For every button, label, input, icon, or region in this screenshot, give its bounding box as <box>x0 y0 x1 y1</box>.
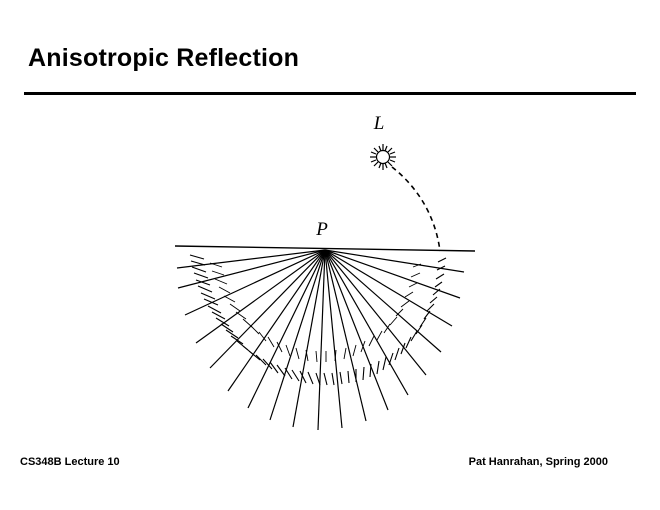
radial-reflection-rays <box>177 250 464 430</box>
footer-lecture-label: CS348B Lecture 10 <box>20 456 120 468</box>
anisotropic-reflection-diagram <box>130 105 530 435</box>
page-title: Anisotropic Reflection <box>28 44 300 72</box>
light-label: L <box>373 113 385 134</box>
point-label: P <box>316 219 328 240</box>
light-source-star <box>370 144 396 170</box>
footer-author-label: Pat Hanrahan, Spring 2000 <box>468 456 608 468</box>
dashed-light-ray <box>392 167 440 251</box>
title-divider <box>24 92 636 95</box>
